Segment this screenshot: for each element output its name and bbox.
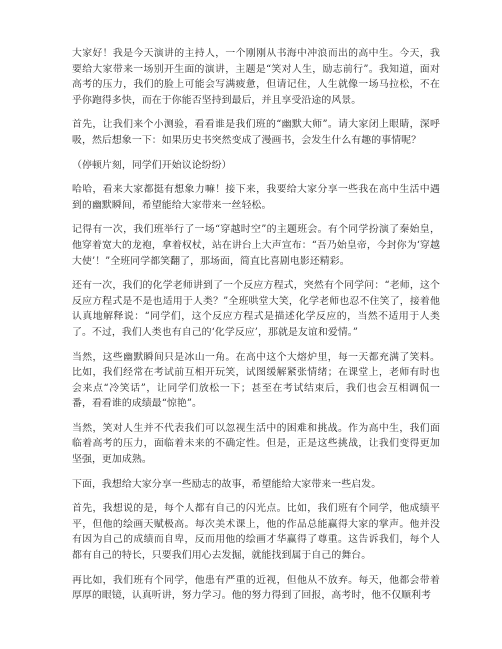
paragraph-pause: （停顿片刻，同学们开始议论纷纷） [72, 159, 232, 171]
paragraph-transition: 哈哈，看来大家都挺有想象力嘛！接下来，我要给大家分享一些我在高中生活中遇到的幽默瞬间，希望能给大家带来一丝轻松。 [72, 184, 440, 211]
paragraph-talent-story: 首先，我想说的是，每个人都有自己的闪光点。比如，我们班有个同学，他成绩平平，但他的绘画天赋极高。每次美术课上，他的作品总能赢得大家的掌声。他并没有因为自己的成绩而自卑，反而用他的绘画才华赢得了尊重。这告诉我们，每个人都有自己的特长，只要我们用心去发掘，就能找到属于自己的舞台。 [72, 503, 440, 562]
paragraph-challenges: 当然，笑对人生并不代表我们可以忽视生活中的困难和挑战。作为高中生，我们面临着高考的压力，面临着未来的不确定性。但是，正是这些挑战，让我们变得更加坚强，更加成熟。 [72, 422, 440, 466]
document-body [72, 46, 440, 613]
paragraph-inspiration-intro: 下面，我想给大家分享一些励志的故事，希望能给大家带来一些启发。 [72, 478, 382, 490]
paragraph-perseverance-story: 再比如，我们班有个同学，他患有严重的近视，但他从不放弃。每天，他都会带着厚厚的眼镜，认真听讲，努力学习。他的努力得到了回报，高考时，他不仅顺利考 [72, 574, 440, 602]
paragraph-chemistry-story: 还有一次，我们的化学老师讲到了一个反应方程式，突然有个同学问：“老师，这个反应方程式是不是也适用于人类？”全班哄堂大笑，化学老师也忍不住笑了，接着他认真地解释说：“同学们，这个反应方程式是描述化学反应的，当然不适用于人类了。不过，我们人类也有自己的‘化学反应’，那就是友谊和爱情。” [72, 280, 440, 338]
paragraph-humor-moments: 当然，这些幽默瞬间只是冰山一角。在高中这个大熔炉里，每一天都充满了笑料。比如，我们经常在考试前互相开玩笑，试图缓解紧张情绪；在课堂上，老师有时也会来点“冷笑话”，让同学们放松一下；甚至在考试结束后，我们也会互相调侃一番，看看谁的成绩最“惊艳”。 [72, 351, 440, 410]
paragraph-opening: 大家好！我是今天演讲的主持人，一个刚刚从书海中冲浪而出的高中生。今天，我要给大家带来一场别开生面的演讲，主题是“笑对人生，励志前行”。我知道，面对高考的压力，我们的脸上可能会写满疲惫，但请记住，人生就像一场马拉松，不在乎你跑得多快，而在于你能否坚持到最后，并且享受沿途的风景。 [72, 48, 440, 106]
paragraph-time-travel-story: 记得有一次，我们班举行了一场“穿越时空”的主题班会。有个同学扮演了秦始皇，他穿着宽大的龙袍，拿着权杖，站在讲台上大声宣布：“吾乃始皇帝，今封你为‘穿越大使’！”全班同学都笑翻了，那场面，简直比喜剧电影还精彩。 [72, 224, 440, 267]
paragraph-quiz: 首先，让我们来个小测验，看看谁是我们班的“幽默大师”。请大家闭上眼睛，深呼吸，然后想象一下：如果历史书突然变成了漫画书，会发生什么有趣的事情呢？ [72, 119, 440, 146]
